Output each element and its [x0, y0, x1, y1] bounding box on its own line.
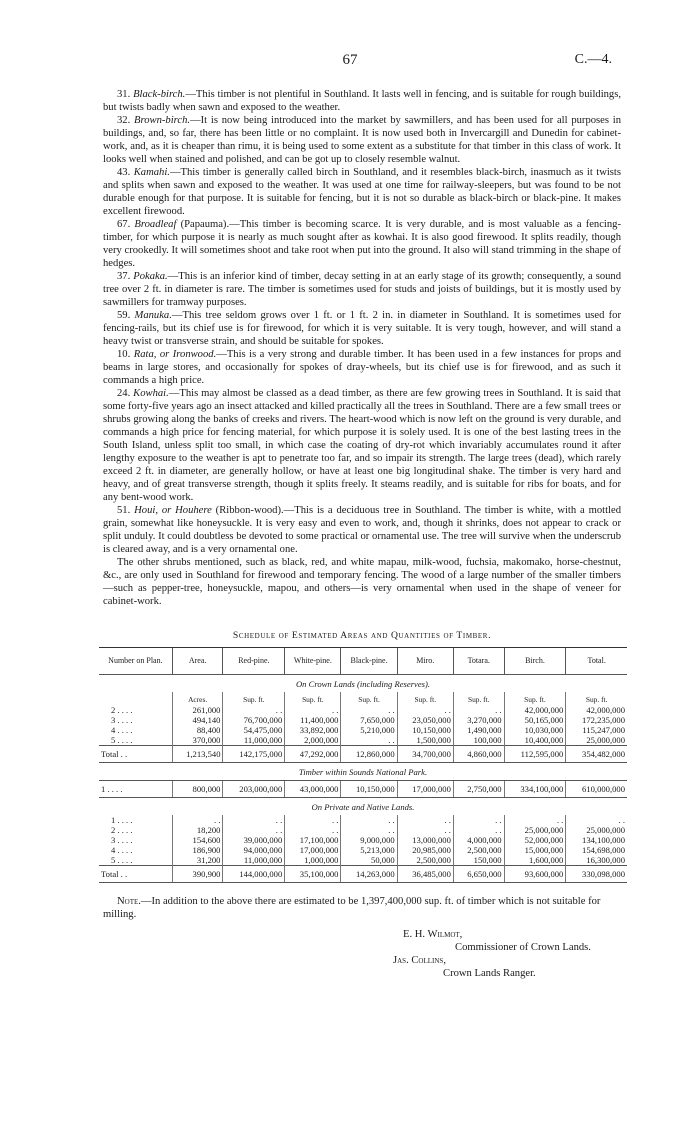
table-row [99, 715, 627, 725]
table-cell: . . [453, 815, 504, 825]
paragraph [103, 387, 621, 504]
signatory-title-1: Commissioner of Crown Lands. [455, 942, 591, 953]
table-row [99, 781, 627, 798]
table-cell: 23,050,000 [397, 715, 453, 725]
table-cell: 50,000 [341, 855, 397, 866]
table-cell: 5,213,000 [341, 845, 397, 855]
table-row [99, 825, 627, 835]
table-cell: 94,000,000 [223, 845, 285, 855]
section-heading: On Private and Native Lands. [311, 802, 415, 812]
section-heading-row [99, 763, 627, 781]
table-cell: 112,595,000 [504, 746, 566, 763]
paragraph [103, 218, 621, 270]
table-row [99, 735, 627, 746]
section-heading-row [99, 675, 627, 693]
table-cell: 9,000,000 [341, 835, 397, 845]
table-cell: 13,000,000 [397, 835, 453, 845]
table-header-row [99, 648, 627, 675]
table-cell: 330,098,000 [566, 866, 627, 883]
timber-name: Black-birch. [133, 89, 186, 100]
paragraph-text: —This may almost be classed as a dead timber, as there are few growing trees in Southland. It is said that some forty-five years ago an insect attacked and killed practically all the trees in Southland. There are a few small trees or shrubs growing along the banks of creeks and rivers. The heart-wood which is now left on the ground is very durable, and commands a high price for fencing material, for which purpose it is solely used. It is one of the best lasting trees in the South Island, unless split too small, in which case the coating of dry-rot which invariably accumulates round it after lengthy exposure to the weather is apt to penetrate too far, and so impair its strength. The large trees (dead), which rarely exceed 2 ft. in diameter, are generally hollow, or have at least one big longitudinal shake. The timber is very hard and heavy, and of great transverse strength, though it splits freely. It steams readily, and is suitable for ribs for boats, and for any bent-wood work. [103, 388, 621, 503]
table-cell: . . [397, 825, 453, 835]
table-cell: 50,165,000 [504, 715, 566, 725]
table-cell: 14,263,000 [341, 866, 397, 883]
units-row [99, 692, 627, 705]
table-cell: . . [397, 705, 453, 715]
total-row [99, 746, 627, 763]
table-cell: 36,485,000 [397, 866, 453, 883]
paragraph [103, 309, 621, 348]
row-label: 5 . . . . [111, 855, 133, 865]
paragraph-text: (Ribbon-wood).—This is a deciduous tree in Southland. The timber is white, with a mottled grain, somewhat like honeysuckle. It is very easy and even to work, and, though it shrinks, does not appear to crack or split unduly. It could doubtless be devoted to some practical or ornamental use. The tree will survive when the underscrub is cleared away, and is a very ornamental one. [103, 505, 621, 555]
table-cell: . . [285, 705, 341, 715]
timber-schedule-table [99, 647, 627, 883]
unit-label: Sup. ft. [285, 692, 341, 705]
section-heading: Timber within Sounds National Park. [298, 767, 428, 777]
table-cell: 334,100,000 [504, 781, 566, 798]
table-cell: 18,200 [172, 825, 223, 835]
table-cell: . . [453, 825, 504, 835]
paragraph-text: —This tree seldom grows over 1 ft. or 1 ft. 2 in. in diameter in Southland. It is sometimes used for fencing-rails, but its chief use is for firewood, for which it is very suitable. It is very tough, however, and will stand a heavy twist or transverse strain, and should be suitable for spokes. [103, 310, 621, 347]
table-cell: . . [566, 815, 627, 825]
table-cell: 11,000,000 [223, 735, 285, 746]
table-cell: 1,490,000 [453, 725, 504, 735]
paragraph [103, 504, 621, 556]
table-cell: . . [223, 825, 285, 835]
table-cell: 4,860,000 [453, 746, 504, 763]
row-label: 1 . . . . [99, 781, 172, 798]
table-cell: 17,000,000 [285, 845, 341, 855]
table-row [99, 855, 627, 866]
table-cell: 17,000,000 [397, 781, 453, 798]
table-body [99, 675, 627, 883]
timber-descriptions [103, 88, 621, 608]
timber-name: Broadleaf [134, 219, 177, 230]
unit-label: Sup. ft. [453, 692, 504, 705]
table-cell: 52,000,000 [504, 835, 566, 845]
table-cell: 10,150,000 [397, 725, 453, 735]
table-row [99, 705, 627, 715]
table-row [99, 845, 627, 855]
row-label: 2 . . . . [111, 825, 133, 835]
paragraph-text: —It is now being introduced into the market by sawmillers, and has been used for all purposes in buildings, and, so far, there has been little or no complaint. It is now used both in Invercargill and Dunedin for cabinet-work, and, as it is cheaper than rimu, it is being used to some extent as a substitute for that timber in this class of work. It looks well when stained and polished, and can be got up to closely resemble walnut. [103, 115, 622, 165]
note-lead: Note. [117, 896, 141, 907]
table-cell: 1,000,000 [285, 855, 341, 866]
table-cell: 25,000,000 [566, 735, 627, 746]
page-header [0, 52, 700, 72]
paragraph-number: 24. [117, 388, 131, 399]
table-cell: 800,000 [172, 781, 223, 798]
note [103, 895, 621, 921]
table-cell: 186,900 [172, 845, 223, 855]
signatory-title-2: Crown Lands Ranger. [443, 968, 536, 979]
table-cell: 88,400 [172, 725, 223, 735]
column-header: Totara. [453, 648, 504, 675]
table-cell: . . [504, 815, 566, 825]
table-cell: 150,000 [453, 855, 504, 866]
table-cell: 11,000,000 [223, 855, 285, 866]
table-cell: 11,400,000 [285, 715, 341, 725]
table-cell: 34,700,000 [397, 746, 453, 763]
timber-name: Kamahi. [133, 167, 170, 178]
unit-label: Acres. [172, 692, 223, 705]
table-cell: 7,650,000 [341, 715, 397, 725]
table-row [99, 815, 627, 825]
table-cell: . . [223, 815, 285, 825]
table-cell: 370,000 [172, 735, 223, 746]
row-label: Total . . [99, 746, 172, 763]
timber-name: Brown-birch. [134, 115, 191, 126]
table-cell: 25,000,000 [504, 825, 566, 835]
section-heading-row [99, 798, 627, 816]
table-cell: 20,985,000 [397, 845, 453, 855]
table-cell: 31,200 [172, 855, 223, 866]
table-cell: 610,000,000 [566, 781, 627, 798]
table-cell: . . [172, 815, 223, 825]
paragraph [103, 348, 621, 387]
table-cell: 134,100,000 [566, 835, 627, 845]
paragraph-number: 37. [117, 271, 131, 282]
table-cell: 154,600 [172, 835, 223, 845]
paragraph [103, 88, 621, 114]
table-cell: 115,247,000 [566, 725, 627, 735]
table-cell: 1,213,540 [172, 746, 223, 763]
paragraph-number: 10. [117, 349, 131, 360]
table-cell: 33,892,000 [285, 725, 341, 735]
table-cell: 100,000 [453, 735, 504, 746]
table-row [99, 835, 627, 845]
table-cell: 17,100,000 [285, 835, 341, 845]
schedule-title: Schedule of Estimated Areas and Quantities of Timber. [232, 630, 492, 641]
paragraph-text: The other shrubs mentioned, such as black, red, and white mapau, milk-wood, fuchsia, makomako, horse-chestnut, &c., are only used in Southland for firewood and temporary fencing. The wood of a large number of the smaller timbers—such as pepper-tree, honeysuckle, mapou, and others—is very ornamental when used in the shape of veneer for cabinet-work. [103, 557, 621, 607]
timber-name: Manuka. [134, 310, 172, 321]
paragraph-number: 31. [117, 89, 131, 100]
paragraph-number: 59. [117, 310, 131, 321]
row-label: 3 . . . . [111, 835, 133, 845]
paragraph [103, 166, 621, 218]
row-label: 4 . . . . [111, 725, 133, 735]
table-cell: 6,650,000 [453, 866, 504, 883]
table-cell: . . [397, 815, 453, 825]
column-header: Red-pine. [223, 648, 285, 675]
row-label: 5 . . . . [111, 735, 133, 745]
paragraph-text: —This is a very strong and durable timber. It has been used in a few instances for props and beams in large stores, and occasionally for spokes of dray-wheels, but its chief use is for firewood, and as such it commands a high price. [103, 349, 621, 386]
unit-label: Sup. ft. [341, 692, 397, 705]
table-cell: 15,000,000 [504, 845, 566, 855]
timber-name: Pokaka. [133, 271, 168, 282]
column-header: Miro. [397, 648, 453, 675]
paragraph [103, 556, 621, 608]
table-cell: 2,000,000 [285, 735, 341, 746]
table-row [99, 725, 627, 735]
paragraph [103, 270, 621, 309]
column-header: Number on Plan. [99, 648, 172, 675]
column-header: Black-pine. [341, 648, 397, 675]
table-cell: . . [341, 815, 397, 825]
table-cell: . . [453, 705, 504, 715]
paragraph [103, 114, 621, 166]
table-cell: 144,000,000 [223, 866, 285, 883]
timber-name: Kowhai. [133, 388, 169, 399]
paragraph-text: (Papauma).—This timber is becoming scarce. It is very durable, and is most valuable as a fencing-timber, for which purpose it is nearly as much sought after as kowhai. It is also good firewood. It splits readily, though very crookedly. It will sometimes shoot and take root when put into the ground. It also will stand trimming in the shape of hedges. [103, 219, 621, 269]
unit-label: Sup. ft. [566, 692, 627, 705]
timber-name: Houi, or Houhere [134, 505, 212, 516]
table-cell [99, 692, 172, 705]
column-header: White-pine. [285, 648, 341, 675]
signatory-name-1: E. H. Wilmot, [403, 929, 463, 940]
table-cell: 1,600,000 [504, 855, 566, 866]
paragraph-number: 32. [117, 115, 131, 126]
row-label: 4 . . . . [111, 845, 133, 855]
unit-label: Sup. ft. [223, 692, 285, 705]
column-header: Total. [566, 648, 627, 675]
table-cell: 76,700,000 [223, 715, 285, 725]
table-cell: 25,000,000 [566, 825, 627, 835]
table-cell: . . [341, 705, 397, 715]
table-cell: 35,100,000 [285, 866, 341, 883]
table-cell: 172,235,000 [566, 715, 627, 725]
total-row [99, 866, 627, 883]
paragraph-number: 51. [117, 505, 131, 516]
signatures [103, 921, 621, 991]
document-reference: C.—4. [574, 52, 612, 67]
table-cell: . . [285, 825, 341, 835]
table-cell: 261,000 [172, 705, 223, 715]
timber-name: Rata, or Ironwood. [133, 349, 217, 360]
table-cell: 10,400,000 [504, 735, 566, 746]
table-cell: 494,140 [172, 715, 223, 725]
table-cell: . . [285, 815, 341, 825]
row-label: 3 . . . . [111, 715, 133, 725]
table-cell: 12,860,000 [341, 746, 397, 763]
table-cell: 3,270,000 [453, 715, 504, 725]
table-cell: 154,698,000 [566, 845, 627, 855]
table-cell: 54,475,000 [223, 725, 285, 735]
table-cell: 16,300,000 [566, 855, 627, 866]
table-cell: 2,500,000 [397, 855, 453, 866]
paragraph-text: —This timber is generally called birch in Southland, and it resembles black-birch, inasmuch as it twists and splits when sawn and exposed to the weather. It was used at one time for railway-sleepers, but was found to be not durable enough for that purpose. It is suitable for fencing, but it is not so durable as black-birch or black-pine. It makes excellent firewood. [103, 167, 621, 217]
table-cell: 2,500,000 [453, 845, 504, 855]
row-label: 1 . . . . [111, 815, 133, 825]
unit-label: Sup. ft. [397, 692, 453, 705]
table-cell: 390,900 [172, 866, 223, 883]
paragraph-number: 43. [117, 167, 131, 178]
table-cell: 5,210,000 [341, 725, 397, 735]
column-header: Area. [172, 648, 223, 675]
row-label: 2 . . . . [111, 705, 133, 715]
row-label: Total . . [99, 866, 172, 883]
table-cell: 47,292,000 [285, 746, 341, 763]
table-cell: 42,000,000 [566, 705, 627, 715]
table-cell: 10,030,000 [504, 725, 566, 735]
table-cell: 4,000,000 [453, 835, 504, 845]
table-cell: 354,482,000 [566, 746, 627, 763]
table-cell: 10,150,000 [341, 781, 397, 798]
table-cell: 42,000,000 [504, 705, 566, 715]
page-number: 67 [342, 52, 358, 68]
paragraph-text: —This is an inferior kind of timber, decay setting in at an early stage of its growth; consequently, a sound tree over 2 ft. in diameter is rare. The timber is sometimes used for studs and joists of buildings, but it is mostly used by sawmillers for tramway purposes. [103, 271, 622, 308]
table-cell: . . [223, 705, 285, 715]
paragraph-number: 67. [117, 219, 131, 230]
signatory-name-2: Jas. Collins, [393, 955, 446, 966]
paragraph-text: —This timber is not plentiful in Southland. It lasts well in fencing, and is suitable for rough buildings, but twists badly when sawn and exposed to the weather. [103, 89, 621, 113]
table-cell: 1,500,000 [397, 735, 453, 746]
unit-label: Sup. ft. [504, 692, 566, 705]
table-cell: 142,175,000 [223, 746, 285, 763]
table-cell: 203,000,000 [223, 781, 285, 798]
table-cell: 39,000,000 [223, 835, 285, 845]
note-text: —In addition to the above there are estimated to be 1,397,400,000 sup. ft. of timber which is not suitable for milling. [103, 896, 601, 920]
section-heading: On Crown Lands (including Reserves). [295, 679, 431, 689]
table-cell: . . [341, 825, 397, 835]
page-body [101, 88, 625, 991]
column-header: Birch. [504, 648, 566, 675]
table-cell: . . [341, 735, 397, 746]
table-cell: 43,000,000 [285, 781, 341, 798]
table-cell: 2,750,000 [453, 781, 504, 798]
table-cell: 93,600,000 [504, 866, 566, 883]
